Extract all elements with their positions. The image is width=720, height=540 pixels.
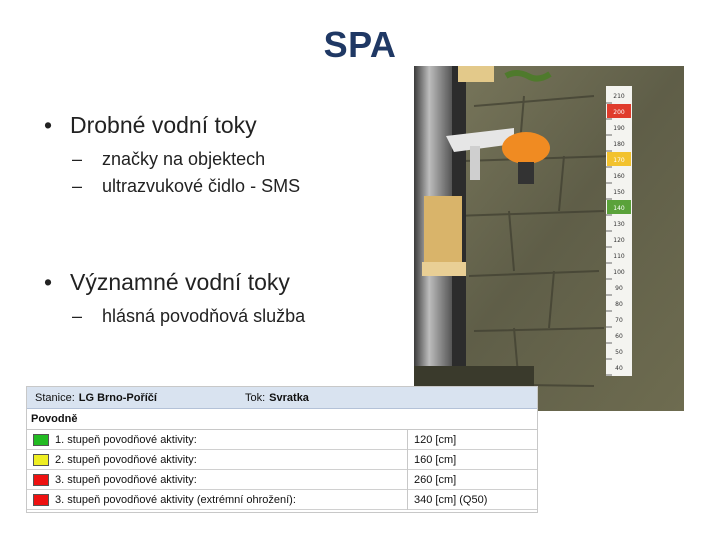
gauge-mark-label: 80 <box>615 301 623 308</box>
gauge-mark-label: 190 <box>613 125 625 132</box>
bullet-text: Drobné vodní toky <box>70 112 257 138</box>
level-color-swatch <box>33 474 49 486</box>
flood-level-row <box>27 490 537 510</box>
sensor-body <box>518 162 534 184</box>
gauge-mark-label: 200 <box>613 109 625 116</box>
gauge-mark-label: 170 <box>613 157 625 164</box>
slide-title: SPA <box>323 24 397 65</box>
flood-level-row <box>27 430 537 450</box>
station-header <box>27 387 537 409</box>
gauge-mark-label: 180 <box>613 141 625 148</box>
wooden-beam <box>458 66 494 82</box>
sub-bullet-text: značky na objektech <box>102 149 266 169</box>
gauge-photo-illustration <box>414 66 684 411</box>
level-label: 2. stupeň povodňové aktivity: <box>55 453 197 466</box>
level-color-swatch <box>33 494 49 506</box>
dash-glyph: – <box>72 176 83 196</box>
post-cap <box>422 262 466 276</box>
station-value: LG Brno-Poříčí <box>78 391 157 404</box>
ultrasonic-sensor <box>502 132 550 164</box>
bullet-list <box>44 112 424 327</box>
station-label: Stanice: <box>35 391 75 404</box>
sub-bullet-item <box>44 176 424 197</box>
sub-bullet-text: ultrazvukové čidlo - SMS <box>102 176 301 196</box>
river-value: Svratka <box>269 391 309 404</box>
dash-glyph: – <box>72 306 83 326</box>
level-color-swatch <box>33 434 49 446</box>
sub-bullet-item <box>44 149 424 170</box>
bullet-item <box>44 269 424 296</box>
gauge-mark-label: 50 <box>615 349 623 356</box>
bullet-text: Významné vodní toky <box>70 269 290 295</box>
gauge-mark-label: 100 <box>613 269 625 276</box>
section-title: Povodně <box>27 409 537 430</box>
flood-level-row <box>27 470 537 490</box>
level-label: 1. stupeň povodňové aktivity: <box>55 433 197 446</box>
sensor-arm <box>470 146 480 180</box>
bullet-glyph: • <box>44 112 53 138</box>
gauge-mark-label: 110 <box>613 253 625 260</box>
flood-levels-table <box>26 386 538 513</box>
sub-bullet-text: hlásná povodňová služba <box>102 306 306 326</box>
gauge-mark-label: 120 <box>613 237 625 244</box>
gauge-mark-label: 90 <box>615 285 623 292</box>
gauge-mark-label: 70 <box>615 317 623 324</box>
level-value: 160 [cm] <box>407 450 537 470</box>
gauge-mark-label: 40 <box>615 365 623 372</box>
level-color-swatch <box>33 454 49 466</box>
level-value: 340 [cm] (Q50) <box>407 490 537 510</box>
level-value: 120 [cm] <box>407 430 537 450</box>
sub-bullet-item <box>44 306 424 327</box>
gauge-board <box>606 86 632 376</box>
gauge-mark-label: 140 <box>613 205 625 212</box>
bullet-item <box>44 112 424 139</box>
dash-glyph: – <box>72 149 83 169</box>
river-label: Tok: <box>244 391 266 404</box>
gauge-mark-label: 150 <box>613 189 625 196</box>
gauge-mark-label: 210 <box>613 93 625 100</box>
bullet-glyph: • <box>44 269 53 295</box>
gauge-mark-label: 130 <box>613 221 625 228</box>
level-value: 260 [cm] <box>407 470 537 490</box>
level-label: 3. stupeň povodňové aktivity: <box>55 473 197 486</box>
flood-level-row <box>27 450 537 470</box>
gauge-mark-label: 160 <box>613 173 625 180</box>
water-gauge-photo <box>414 66 684 411</box>
gauge-mark-label: 60 <box>615 333 623 340</box>
level-label: 3. stupeň povodňové aktivity (extrémní ohrožení): <box>55 493 296 506</box>
